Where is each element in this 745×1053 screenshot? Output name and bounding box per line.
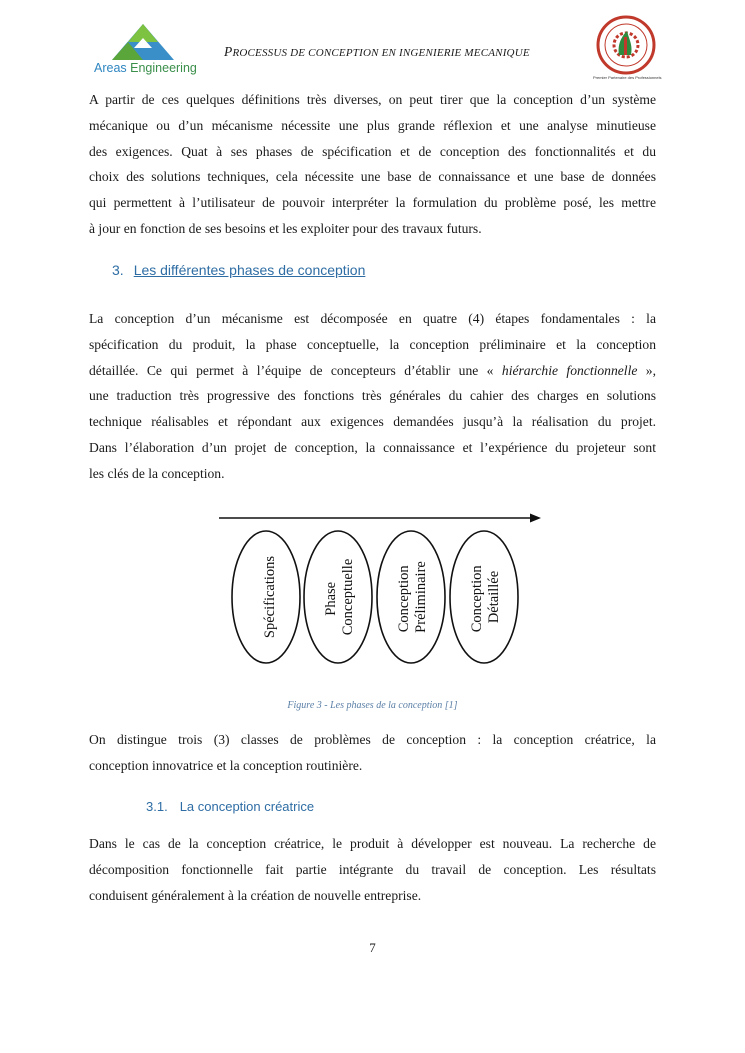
svg-text:Conception Détaillée — [469, 562, 502, 632]
logo-wordmark: Areas Engineering — [94, 61, 197, 75]
svg-text:Spécifications — [262, 556, 278, 639]
paragraph-phases: La conception d’un mécanisme est décomposée en quatre (4) étapes fondamentales : la spécification du produit, la phase conceptuelle, la conception préliminaire et la conception détaillée. Ce qui permet à l’équipe de concepteurs d’établir une « hiérarchie fonctionnelle », une traduction très progressive des fonctions très générales du cahier des charges en solutions technique réalisables et répondant aux exigences demandées jusqu’à la réalisation du projet. Dans l’élaboration d’un projet de conception, la connaissance et l’expérience du projeteur sont les clés de la conception. — [89, 311, 656, 481]
phase-label-specifications: Spécifications — [262, 555, 279, 639]
phase-label-line2: Préliminaire — [413, 561, 429, 633]
phase-ellipse-preliminaire — [377, 531, 445, 663]
phases-diagram — [210, 506, 550, 672]
phase-label-line2: Conceptuelle — [340, 558, 356, 636]
logo-triangle-icon — [108, 22, 178, 62]
svg-text:Conception Préliminaire — [396, 561, 429, 633]
phase-label-line1: Conception — [396, 565, 412, 633]
paragraph-creatrice: Dans le cas de la conception créatrice, le produit à développer est nouveau. La recherche de décomposition fonctionnelle fait partie intégrante du travail de conception. Les résultats conduisent généralement à la création de nouvelle entreprise. — [89, 836, 656, 903]
phase-ellipse-conceptuelle — [304, 531, 372, 663]
phase-label-line1: Conception — [469, 565, 485, 633]
areas-engineering-logo — [90, 22, 210, 80]
section-heading-3: 3. Les différentes phases de conception — [112, 262, 366, 278]
arrow-head-icon — [530, 514, 541, 523]
phase-ellipse-detaillee — [450, 531, 518, 663]
school-seal-logo — [593, 15, 662, 81]
paragraph-intro: A partir de ces quelques définitions très diverses, on peut tirer que la conception d’un système mécanique ou d’un mécanisme nécessite une plus grande réflexion et une analyse minutieuse des exigences. Quat à ses phases de spécification et de conception des fonctionnalités et du choix des solutions techniques, cela nécessite une base de connaissance et une base de données qui permettent à l’utilisateur de pouvoir interpréter la formulation du problème posé, les mettre à jour en fonction de ses besoins et les exploiter pour des travaux futurs. — [89, 92, 656, 236]
seal-caption: Premier Partenaire des Professionnels — [593, 75, 662, 80]
page-number: 7 — [369, 940, 376, 955]
seal-icon — [593, 15, 659, 75]
phase-ellipse-specifications — [232, 531, 300, 663]
paragraph-classes: On distingue trois (3) classes de problèmes de conception : la conception créatrice, la conception innovatrice et la conception routinière. — [89, 732, 656, 773]
figure-caption: Figure 3 - Les phases de la conception [1] — [287, 700, 458, 711]
section-heading-3-1: 3.1. La conception créatrice — [146, 799, 315, 814]
phase-label-line1: Phase — [323, 581, 339, 616]
page-header-title: PROCESSUS DE CONCEPTION EN INGENIERIE MECANIQUE — [224, 44, 530, 59]
phase-label-line2: Détaillée — [486, 570, 502, 624]
